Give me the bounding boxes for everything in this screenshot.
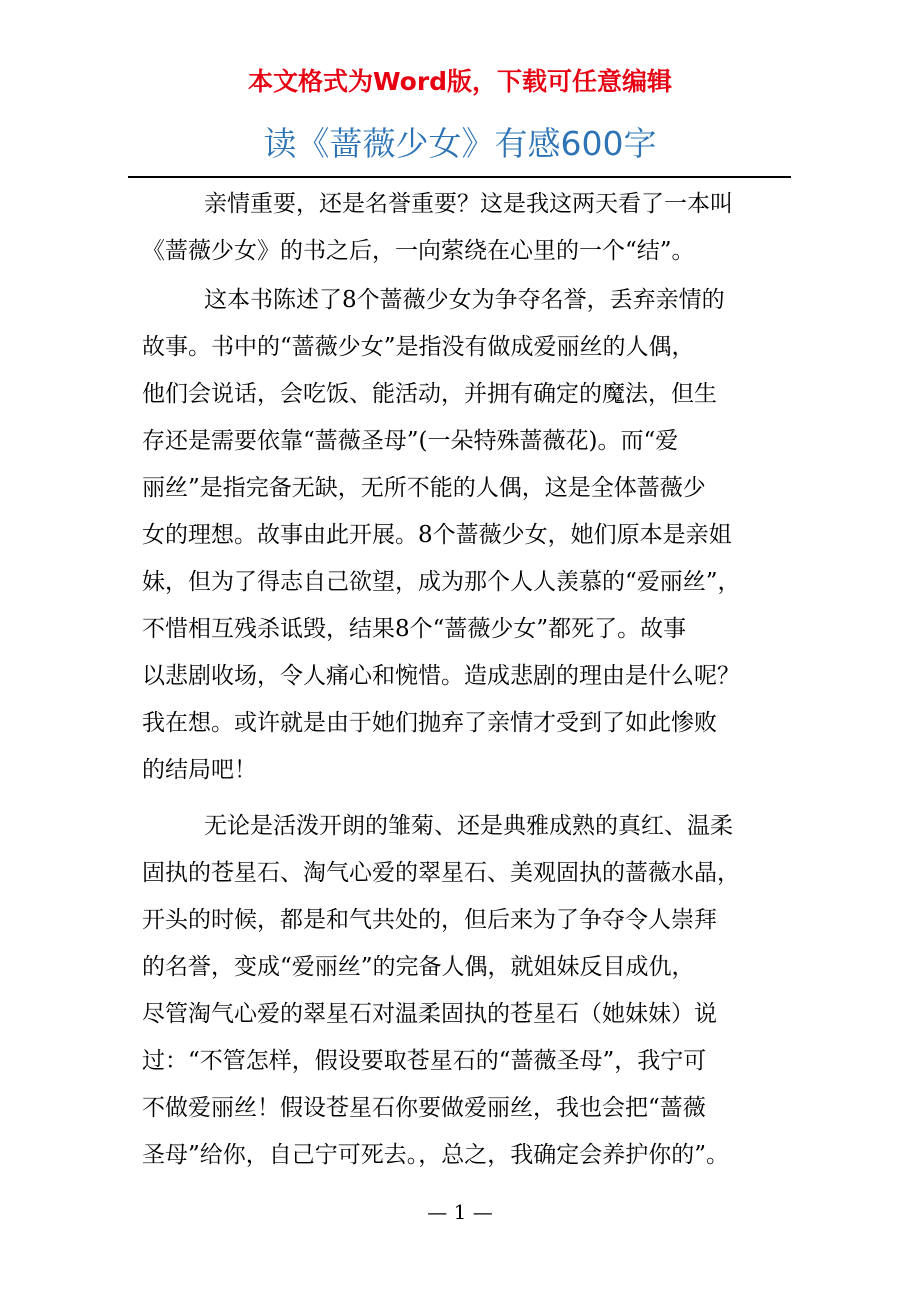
page-number: — 1 — xyxy=(427,1200,493,1224)
text-line: 以悲剧收场，令人痛心和惋惜。造成悲剧的理由是什么呢？ xyxy=(142,663,740,689)
download-notice: 本文格式为Word版，下载可任意编辑 xyxy=(247,67,673,96)
text-line: 开头的时候，都是和气共处的，但后来为了争夺令人崇拜 xyxy=(142,907,717,933)
document-title: 读《蔷薇少女》有感600字 xyxy=(263,124,657,163)
text-line: 的结局吧！ xyxy=(142,757,257,783)
text-line: 无论是活泼开朗的雏菊、还是典雅成熟的真红、温柔 xyxy=(204,813,733,839)
text-line: 过：“不管怎样，假设要取苍星石的“蔷薇圣母”，我宁可 xyxy=(142,1048,707,1074)
text-line: 亲情重要，还是名誉重要？这是我这两天看了一本叫 xyxy=(204,191,733,217)
text-line: 妹，但为了得志自己欲望，成为那个人人羡慕的“爱丽丝”， xyxy=(142,569,741,595)
text-line: 的名誉，变成“爱丽丝”的完备人偶，就姐妹反目成仇， xyxy=(142,954,695,980)
text-line: 丽丝”是指完备无缺，无所不能的人偶，这是全体蔷薇少 xyxy=(142,475,706,501)
text-line: 尽管淘气心爱的翠星石对温柔固执的苍星石（她妹妹）说 xyxy=(142,1001,717,1027)
text-line: 我在想。或许就是由于她们抛弃了亲情才受到了如此惨败 xyxy=(142,710,717,736)
text-line: 这本书陈述了8个蔷薇少女为争夺名誉，丢弃亲情的 xyxy=(204,287,725,313)
text-line: 《蔷薇少女》的书之后，一向萦绕在心里的一个“结”。 xyxy=(142,238,695,264)
text-line: 女的理想。故事由此开展。8个蔷薇少女，她们原本是亲姐 xyxy=(142,522,732,548)
text-line: 固执的苍星石、淘气心爱的翠星石、美观固执的蔷薇水晶， xyxy=(142,860,740,886)
text-line: 故事。书中的“蔷薇少女”是指没有做成爱丽丝的人偶， xyxy=(142,334,695,360)
text-line: 存还是需要依靠“蔷薇圣母”(一朵特殊蔷薇花)。而“爱 xyxy=(142,428,679,454)
title-divider xyxy=(128,176,791,178)
text-line: 不惜相互残杀诋毁，结果8个“蔷薇少女”都死了。故事 xyxy=(142,616,687,642)
text-line: 圣母”给你，自己宁可死去。，总之，我确定会养护你的”。 xyxy=(142,1142,730,1168)
text-line: 不做爱丽丝！假设苍星石你要做爱丽丝，我也会把“蔷薇 xyxy=(142,1095,706,1121)
text-line: 他们会说话，会吃饭、能活动，并拥有确定的魔法，但生 xyxy=(142,381,717,407)
